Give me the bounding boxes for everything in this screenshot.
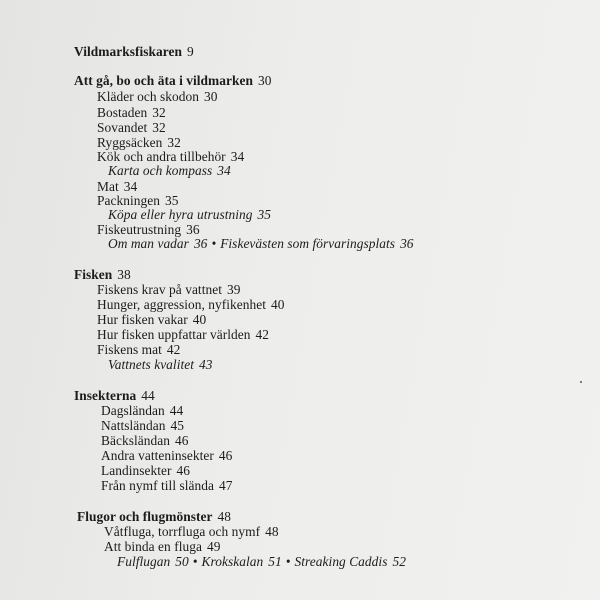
toc-page-number: 35 [164, 193, 179, 208]
toc-page-number: 32 [167, 135, 181, 150]
toc-entry-label: Om man vadar [108, 236, 189, 251]
toc-heading-title: Insekterna [74, 388, 137, 403]
toc-page-number: 32 [152, 120, 166, 135]
toc-entry [97, 136, 181, 149]
toc-page-number: 39 [227, 282, 241, 297]
toc-entry-label: Att binda en fluga [104, 539, 202, 554]
toc-page-number: 49 [206, 539, 221, 554]
toc-page-number: 48 [217, 509, 231, 524]
toc-entry [97, 90, 218, 103]
toc-subentry [117, 555, 406, 568]
toc-page-number: 47 [219, 478, 233, 493]
toc-heading [74, 74, 271, 87]
toc-page-number: 34 [230, 149, 245, 164]
toc-entry [101, 404, 183, 417]
toc-page-number: 46 [176, 463, 191, 478]
toc-heading-title: Fisken [74, 267, 113, 282]
toc-entry-label: Dagsländan [101, 403, 165, 418]
toc-page-number: 52 [392, 554, 406, 569]
toc-entry-label: Fiskens mat [97, 342, 162, 357]
toc-entry-label: Våtfluga, torrfluga och nymf [104, 524, 261, 539]
toc-entry-label: Nattsländan [101, 418, 166, 433]
toc-entry-label: Vattnets kvalitet [108, 357, 195, 372]
toc-page-number: 46 [174, 433, 189, 448]
toc-heading [74, 45, 194, 58]
toc-entry [97, 150, 244, 163]
toc-page-number: 48 [265, 524, 279, 539]
toc-entry [101, 419, 184, 432]
toc-page-number: 46 [218, 448, 233, 463]
toc-entry [104, 540, 220, 553]
toc-page-number: 43 [199, 357, 213, 372]
toc-page-number: 50 [175, 554, 189, 569]
toc-entry-label: Mat [97, 179, 119, 194]
toc-entry-label: Bostaden [97, 105, 148, 120]
toc-entry-label: Sovandet [97, 120, 148, 135]
toc-entry-label: Hunger, aggression, nyfikenhet [97, 297, 267, 312]
toc-entry [97, 313, 206, 326]
toc-page-number: 44 [169, 403, 184, 418]
toc-subentry [108, 208, 271, 221]
toc-entry-label: Bäcksländan [101, 433, 170, 448]
toc-subentry [108, 164, 231, 177]
toc-page-number: 40 [192, 312, 207, 327]
toc-entry [97, 298, 285, 311]
toc-entry [97, 180, 137, 193]
toc-page-number: 44 [141, 388, 155, 403]
toc-entry-label: Kläder och skodon [97, 89, 199, 104]
toc-heading-title: Att gå, bo och äta i vildmarken [74, 73, 253, 88]
toc-page-number: 34 [217, 163, 231, 178]
toc-entry-label: Packningen [97, 193, 160, 208]
toc-entry [97, 106, 166, 119]
toc-heading [74, 389, 155, 402]
toc-entry [101, 449, 232, 462]
toc-page-number: 30 [204, 89, 218, 104]
toc-page-number: 42 [166, 342, 181, 357]
toc-entry-label: Kök och andra tillbehör [97, 149, 226, 164]
toc-page-number: 42 [255, 327, 269, 342]
toc-heading [77, 510, 231, 523]
toc-page-number: 40 [271, 297, 285, 312]
toc-heading [74, 268, 131, 281]
bullet-separator: • [211, 236, 217, 251]
toc-entry [97, 121, 166, 134]
toc-heading-title: Flugor och flugmönster [77, 509, 213, 524]
toc-entry-label: Fiskevästen som förvaringsplats [220, 236, 396, 251]
toc-page-number: 36 [186, 222, 200, 237]
toc-page-number: 34 [123, 179, 138, 194]
toc-page-number: 35 [257, 207, 272, 222]
toc-entry [97, 328, 269, 341]
toc-page-number: 45 [170, 418, 185, 433]
toc-entry [101, 434, 188, 447]
toc-subentry [108, 358, 213, 371]
toc-heading-title: Vildmarksfiskaren [74, 44, 182, 59]
bullet-separator: • [285, 554, 291, 569]
toc-entry-label: Krokskalan [201, 554, 264, 569]
toc-entry-label: Landinsekter [101, 463, 172, 478]
toc-entry-label: Från nymf till slända [101, 478, 214, 493]
toc-entry [97, 194, 178, 207]
toc-page-number: 32 [152, 105, 166, 120]
toc-entry-label: Fiskens krav på vattnet [97, 282, 222, 297]
toc-entry [101, 464, 190, 477]
paper-speck [580, 381, 582, 383]
toc-entry-label: Fulflugan [117, 554, 171, 569]
toc-page-number: 36 [400, 236, 414, 251]
toc-page-number: 30 [257, 73, 272, 88]
toc-entry-label: Andra vatteninsekter [101, 448, 214, 463]
toc-entry-label: Fiskeutrustning [97, 222, 182, 237]
toc-entry-label: Karta och kompass [108, 163, 213, 178]
toc-entry [101, 479, 233, 492]
toc-page-number: 51 [268, 554, 282, 569]
toc-page-number: 38 [117, 267, 131, 282]
bullet-separator: • [192, 554, 198, 569]
toc-subentry [108, 237, 414, 250]
toc-page-number: 36 [193, 236, 208, 251]
toc-entry-label: Hur fisken vakar [97, 312, 188, 327]
toc-entry-label: Hur fisken uppfattar världen [97, 327, 251, 342]
toc-page-number: 9 [187, 44, 194, 59]
toc-entry [97, 223, 200, 236]
toc-entry-label: Köpa eller hyra utrustning [108, 207, 253, 222]
toc-entry-label: Ryggsäcken [97, 135, 163, 150]
toc-entry [104, 525, 279, 538]
toc-entry [97, 343, 180, 356]
toc-entry [97, 283, 241, 296]
toc-entry-label: Streaking Caddis [294, 554, 388, 569]
